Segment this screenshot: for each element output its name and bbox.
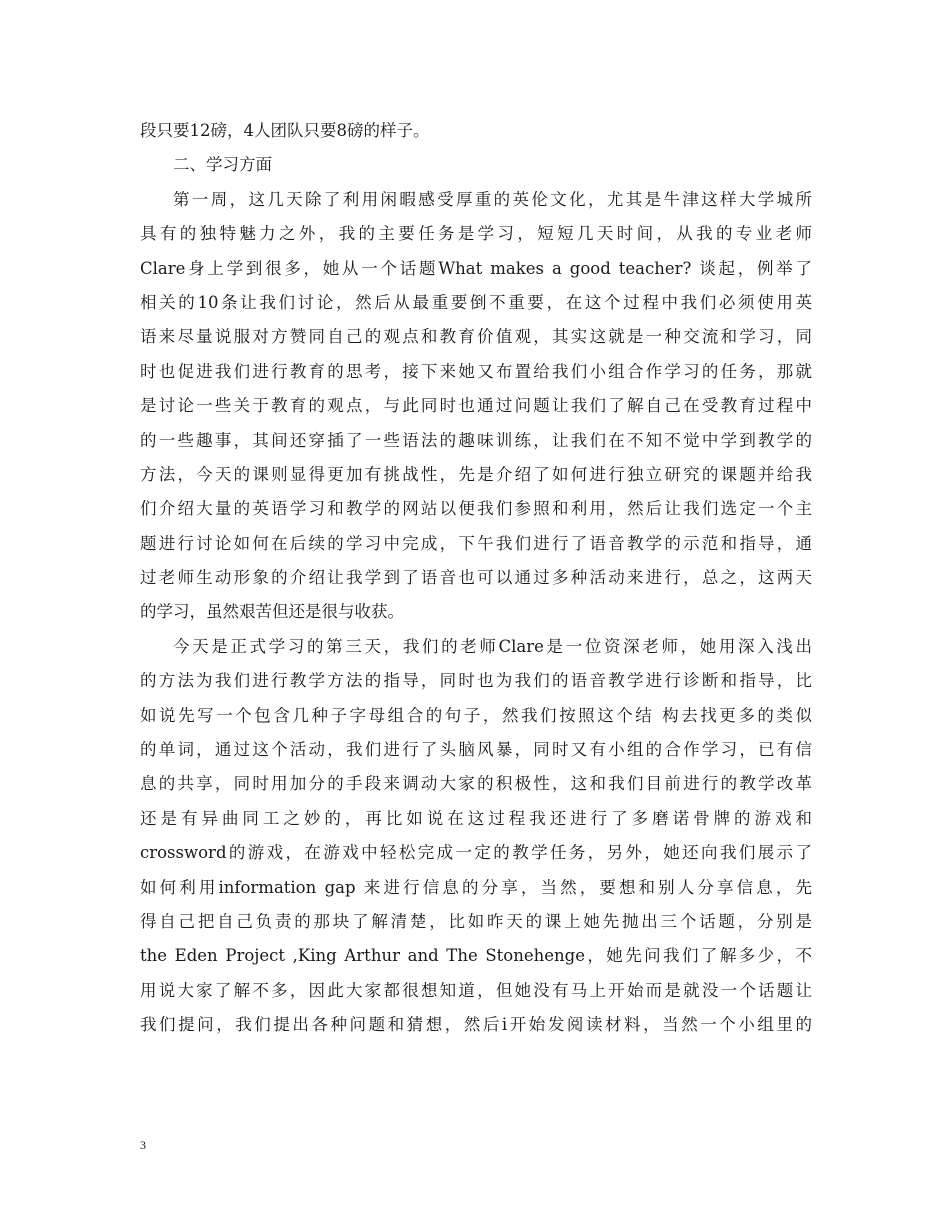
text-line: the Eden Project ,King Arthur and The Stonehenge，她先问我们了解多少，不 [140, 946, 812, 966]
text-line: 今天是正式学习的第三天，我们的老师Clare是一位资深老师，她用深入浅出 [173, 636, 812, 656]
text-line: 如何利用information gap 来进行信息的分享，当然，要想和别人分享信息，先 [140, 877, 812, 897]
page-number: 3 [140, 1138, 146, 1152]
body-text [140, 114, 812, 1043]
text-line: 的单词，通过这个活动，我们进行了头脑风暴，同时又有小组的合作学习，已有信 [140, 740, 812, 760]
text-line: 的学习，虽然艰苦但还是很与收获。 [140, 602, 404, 622]
text-line: 是讨论一些关于教育的观点，与此同时也通过问题让我们了解自己在受教育过程中 [140, 396, 812, 416]
text-line: 还是有异曲同工之妙的，再比如说在这过程我还进行了多磨诺骨牌的游戏和 [140, 808, 812, 828]
text-line: 们介绍大量的英语学习和教学的网站以便我们参照和利用，然后让我们选定一个主 [140, 499, 812, 519]
text-line: 得自己把自己负责的那块了解清楚，比如昨天的课上她先抛出三个话题，分别是 [140, 911, 812, 931]
text-line: 二、学习方面 [173, 155, 272, 175]
text-line: 第一周，这几天除了利用闲暇感受厚重的英伦文化，尤其是牛津这样大学城所 [173, 189, 812, 209]
text-line: 我们提问，我们提出各种问题和猜想，然后i开始发阅读材料，当然一个小组里的 [140, 1015, 812, 1035]
text-line: 息的共享，同时用加分的手段来调动大家的积极性，这和我们目前进行的教学改革 [140, 774, 812, 794]
text-line: 题进行讨论如何在后续的学习中完成，下午我们进行了语音教学的示范和指导，通 [140, 533, 812, 553]
text-line: 段只要12磅，4人团队只要8磅的样子。 [140, 121, 430, 140]
text-line: 相关的10条让我们讨论，然后从最重要倒不重要，在这个过程中我们必须使用英 [140, 292, 812, 312]
text-line: 时也促进我们进行教育的思考，接下来她又布置给我们小组合作学习的任务，那就 [140, 361, 812, 381]
text-line: 如说先写一个包含几种子字母组合的句子，然我们按照这个结 构去找更多的类似 [140, 705, 812, 725]
text-line: Clare身上学到很多，她从一个话题What makes a good teacher? 谈起，例举了 [140, 258, 812, 278]
text-line: 用说大家了解不多，因此大家都很想知道，但她没有马上开始而是就没一个话题让 [140, 980, 812, 1000]
text-line: 的方法为我们进行教学方法的指导，同时也为我们的语音教学进行诊断和指导，比 [140, 671, 812, 691]
text-line: 具有的独特魅力之外，我的主要任务是学习，短短几天时间，从我的专业老师 [140, 224, 812, 244]
text-line: crossword的游戏，在游戏中轻松完成一定的教学任务，另外，她还向我们展示了 [140, 843, 812, 863]
text-line: 方法，今天的课则显得更加有挑战性，先是介绍了如何进行独立研究的课题并给我 [140, 464, 812, 484]
text-line: 的一些趣事，其间还穿插了一些语法的趣味训练，让我们在不知不觉中学到教学的 [140, 430, 812, 450]
text-line: 过老师生动形象的介绍让我学到了语音也可以通过多种活动来进行，总之，这两天 [140, 568, 812, 588]
text-line: 语来尽量说服对方赞同自己的观点和教育价值观，其实这就是一种交流和学习，同 [140, 327, 812, 347]
